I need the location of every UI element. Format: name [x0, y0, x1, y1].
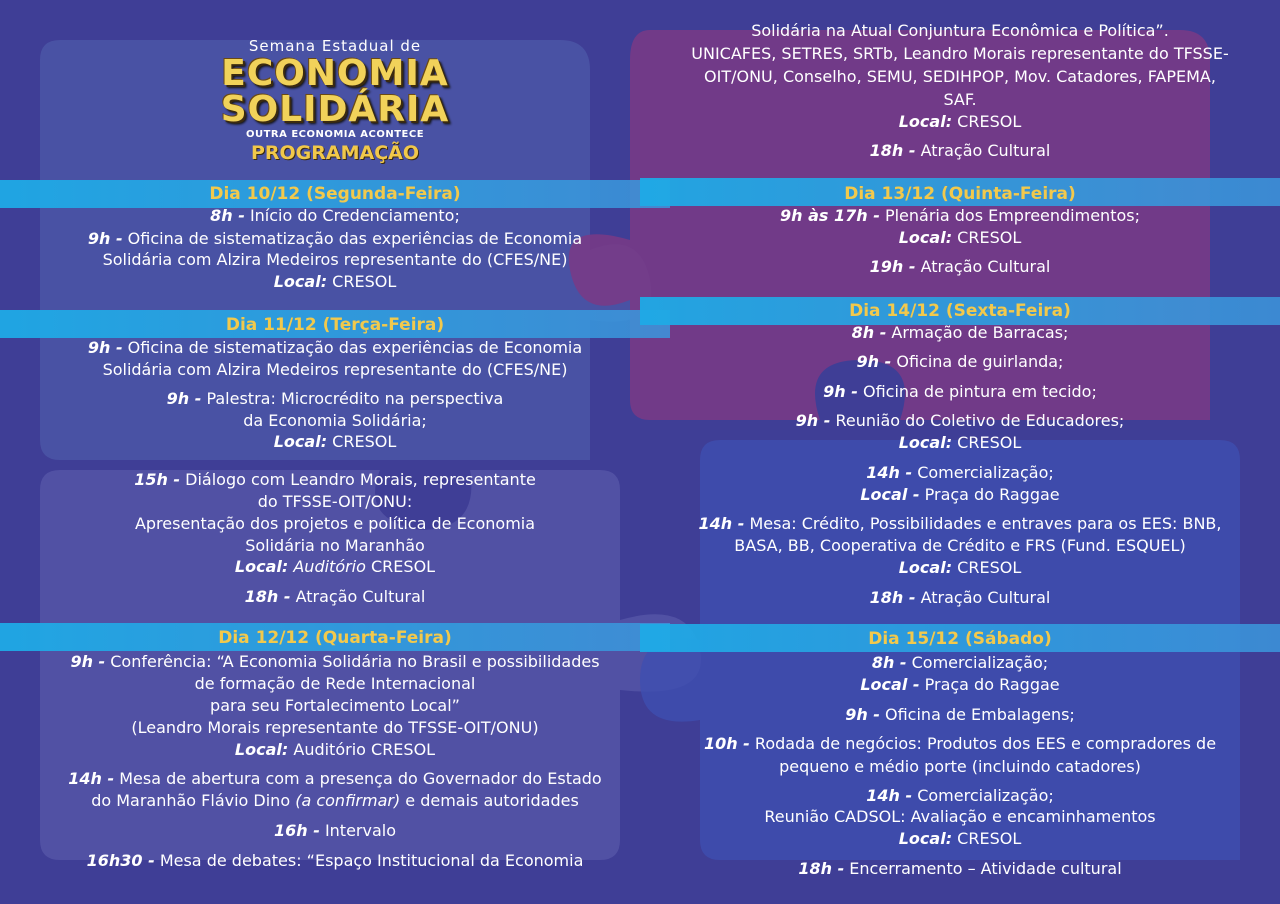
time-label: 9h -: [856, 352, 892, 371]
schedule-item: [640, 513, 1280, 535]
schedule-item: [640, 140, 1280, 162]
time-label: 9h -: [87, 338, 123, 357]
activity-text: Comercialização;: [912, 786, 1054, 805]
activity-text: Comercialização;: [906, 653, 1049, 672]
activity-text: Reunião CADSOL: Avaliação e encaminhamentos: [764, 807, 1156, 826]
time-label: 15h -: [134, 470, 181, 489]
schedule-item: [0, 388, 670, 410]
activity-text: da Economia Solidária;: [243, 411, 427, 430]
location: [640, 484, 1280, 506]
location: [640, 111, 1280, 133]
activity-text: Atração Cultural: [290, 587, 426, 606]
logo-tagline: OUTRA ECONOMIA ACONTECE: [245, 129, 425, 140]
location-label: Local:: [898, 228, 953, 247]
schedule-item: [0, 820, 670, 842]
day-heading: Dia 14/12 (Sexta-Feira): [849, 301, 1071, 321]
activity-text: Armação de Barracas;: [886, 323, 1069, 342]
schedule-item: [640, 587, 1280, 609]
location-value: CRESOL: [327, 432, 397, 451]
activity-text: OIT/ONU, Conselho, SEMU, SEDIHPOP, Mov. Catadores, FAPEMA,: [704, 67, 1216, 86]
schedule-item: [640, 410, 1280, 432]
logo-subtitle: Semana Estadual de: [248, 37, 422, 55]
location-label: Local:: [234, 557, 289, 576]
time-label: 9h -: [845, 705, 880, 724]
location: [0, 431, 670, 453]
time-label: 9h -: [87, 229, 123, 248]
time-label: 14h -: [866, 463, 913, 482]
location-label: Local:: [898, 112, 953, 131]
activity-text: Conferência: “A Economia Solidária no Brasil e possibilidades: [105, 652, 600, 671]
location-label: Local:: [898, 433, 953, 452]
time-label: 9h às 17h -: [780, 206, 880, 225]
activity-text: Oficina de Embalagens;: [879, 705, 1075, 724]
event-logo: [215, 36, 455, 171]
time-label: 19h -: [869, 257, 916, 276]
activity-text: Oficina de sistematização das experiências de Economia: [122, 229, 583, 248]
time-label: 14h -: [698, 514, 745, 533]
location: [640, 828, 1280, 850]
activity-text: Encerramento – Atividade cultural: [844, 859, 1122, 878]
schedule-item: [640, 381, 1280, 403]
time-label: 9h -: [823, 382, 858, 401]
day-heading: Dia 12/12 (Quarta-Feira): [218, 628, 452, 648]
activity-text: Atração Cultural: [915, 588, 1051, 607]
activity-text: Rodada de negócios: Produtos dos EES e compradores de: [749, 734, 1217, 753]
location-value: CRESOL: [952, 433, 1022, 452]
schedule-item: [640, 351, 1280, 373]
location-value: CRESOL: [327, 272, 397, 291]
schedule-item: [640, 652, 1280, 674]
activity-text: Atração Cultural: [915, 141, 1051, 160]
time-label: 18h -: [869, 141, 916, 160]
activity-text: Plenária dos Empreendimentos;: [879, 206, 1140, 225]
location-value: CRESOL: [365, 557, 436, 576]
activity-text: Solidária no Maranhão: [245, 536, 425, 555]
activity-text: Solidária na Atual Conjuntura Econômica e Política”.: [751, 21, 1169, 40]
activity-text: pequeno e médio porte (incluindo catadores): [779, 757, 1141, 776]
activity-text: SAF.: [943, 90, 977, 109]
activity-text: Atração Cultural: [915, 257, 1051, 276]
location-label: Local:: [273, 272, 328, 291]
time-label: 18h -: [798, 859, 845, 878]
activity-text: Diálogo com Leandro Morais, representante: [180, 470, 536, 489]
time-label: 14h -: [68, 769, 115, 788]
schedule-item: [640, 704, 1280, 726]
logo-word-solidaria: SOLIDÁRIA: [220, 89, 450, 130]
location: [0, 739, 670, 761]
activity-text: Reunião do Coletivo de Educadores;: [830, 411, 1125, 430]
location-label: Local -: [860, 675, 920, 694]
location: [640, 227, 1280, 249]
time-label: 9h -: [70, 652, 106, 671]
activity-text: Solidária com Alzira Medeiros representante do (CFES/NE): [102, 250, 568, 269]
location-value: CRESOL: [952, 829, 1022, 848]
schedule-item: [0, 768, 670, 790]
activity-text: de formação de Rede Internacional: [194, 674, 476, 693]
activity-text: para seu Fortalecimento Local”: [210, 696, 460, 715]
activity-text: Palestra: Microcrédito na perspectiva: [201, 389, 504, 408]
activity-text: [0, 790, 670, 812]
time-label: 8h -: [851, 323, 887, 342]
schedule-item: [640, 205, 1280, 227]
time-label: 8h -: [210, 206, 245, 225]
programacao-heading: PROGRAMAÇÃO: [250, 142, 420, 164]
location-venue: Auditório: [288, 557, 366, 576]
location: [0, 556, 670, 578]
location-label: Local:: [273, 432, 328, 451]
activity-text: BASA, BB, Cooperativa de Crédito e FRS (Fund. ESQUEL): [734, 536, 1186, 555]
time-label: 14h -: [866, 786, 913, 805]
location: [0, 271, 670, 293]
day-heading: Dia 15/12 (Sábado): [868, 629, 1052, 649]
activity-text: Oficina de pintura em tecido;: [857, 382, 1097, 401]
activity-text: Intervalo: [319, 821, 397, 840]
day-heading: Dia 11/12 (Terça-Feira): [225, 315, 445, 335]
schedule-item: [0, 228, 670, 250]
activity-text-part: e demais autoridades: [400, 791, 579, 810]
location-value: Praça do Raggae: [919, 675, 1060, 694]
activity-text: do TFSSE-OIT/ONU:: [257, 492, 413, 511]
activity-text: Mesa de abertura com a presença do Governador do Estado: [114, 769, 602, 788]
location-label: Local:: [234, 740, 289, 759]
logo-word-economia: ECONOMIA: [221, 53, 449, 94]
activity-text: Mesa de debates: “Espaço Institucional da Economia: [154, 851, 584, 870]
location-label: Local:: [898, 829, 953, 848]
location-value: Praça do Raggae: [919, 485, 1060, 504]
location-value: CRESOL: [952, 112, 1022, 131]
day-heading: Dia 10/12 (Segunda-Feira): [209, 184, 461, 204]
activity-text: Comercialização;: [912, 463, 1054, 482]
location-value: CRESOL: [952, 228, 1022, 247]
time-label: 10h -: [703, 734, 750, 753]
schedule-item: [640, 462, 1280, 484]
activity-text: UNICAFES, SETRES, SRTb, Leandro Morais representante do TFSSE-: [691, 44, 1229, 63]
time-label: 18h -: [244, 587, 291, 606]
right-column: [640, 0, 1280, 904]
activity-text: Oficina de guirlanda;: [891, 352, 1064, 371]
activity-text: Solidária com Alzira Medeiros representante do (CFES/NE): [102, 360, 568, 379]
schedule-item: [0, 469, 670, 491]
schedule-item: [0, 205, 670, 227]
location: [640, 674, 1280, 696]
location: [640, 557, 1280, 579]
time-label: 18h -: [869, 588, 916, 607]
schedule-item: [640, 322, 1280, 344]
activity-text: Mesa: Crédito, Possibilidades e entraves para os EES: BNB,: [744, 514, 1222, 533]
activity-text: Oficina de sistematização das experiências de Economia: [122, 338, 583, 357]
time-label: 9h -: [166, 389, 202, 408]
activity-text: Apresentação dos projetos e política de Economia: [134, 514, 536, 533]
activity-note: (a confirmar): [295, 791, 401, 810]
time-label: 8h -: [871, 653, 907, 672]
location-value: CRESOL: [952, 558, 1022, 577]
activity-text: (Leandro Morais representante do TFSSE-OIT/ONU): [131, 718, 539, 737]
schedule-item: [0, 586, 670, 608]
time-label: 16h -: [273, 821, 320, 840]
schedule-item: [0, 337, 670, 359]
schedule-item: [640, 256, 1280, 278]
time-label: 9h -: [795, 411, 831, 430]
location-label: Local:: [898, 558, 953, 577]
schedule-item: [0, 850, 670, 872]
day-heading: Dia 13/12 (Quinta-Feira): [844, 184, 1076, 204]
schedule-item: [640, 733, 1280, 755]
location-value: Auditório CRESOL: [288, 740, 436, 759]
activity-text-part: do Maranhão Flávio Dino: [91, 791, 296, 810]
location: [640, 432, 1280, 454]
activity-text: Início do Credenciamento;: [244, 206, 460, 225]
schedule-item: [0, 651, 670, 673]
schedule-item: [640, 785, 1280, 807]
time-label: 16h30 -: [86, 851, 155, 870]
location-label: Local -: [860, 485, 920, 504]
schedule-item: [640, 858, 1280, 880]
